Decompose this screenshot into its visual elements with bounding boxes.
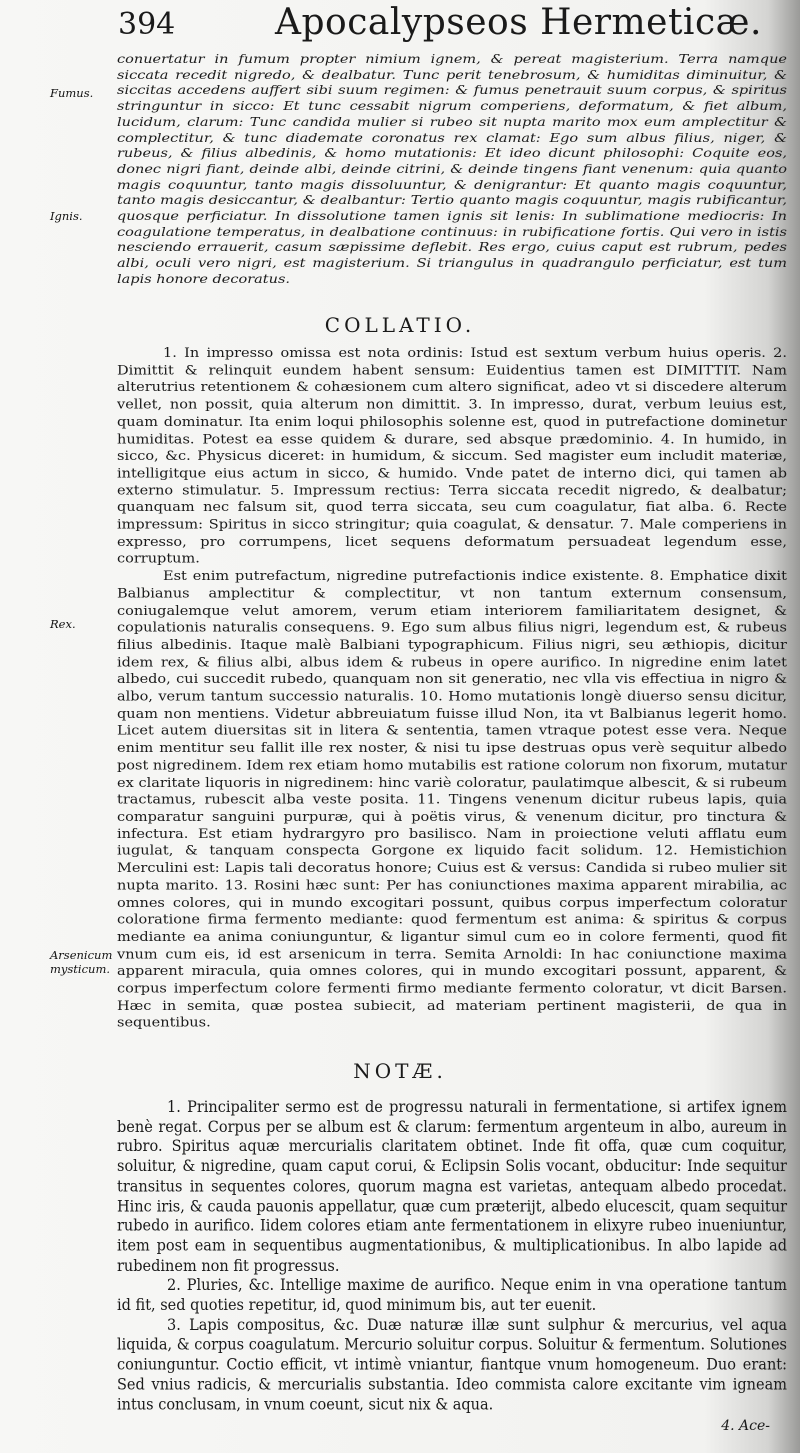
collatio-paragraph-2: Est enim putrefactum, nigredine putrefactionis indice existente. 8. Emphatice dixit Balbianus amplectitur & complectitur, vt non tantum externum consensum, coniugalemque velut amorem, verum etiam interiorem familiaritatem designet, & copulationis naturalis consequens. 9. Ego sum albus filius nigri, legendum est, & rubeus filius albedinis. Itaque malè Balbiani typographicum. Filius nigri, seu æthiopis, dicitur idem rex, & filius albi, albus idem & rubeus in opere aurifico. In nigredine enim latet albedo, cui succedit rubedo, quanquam non sit generatio, nec vlla vis effectiua in nigro & albo, verum tantum successio naturalis. 10. Homo mutationis longè diuerso sensu dicitur, quam non mentiens. Videtur abbreuiatum fuisse illud Non, ita vt Balbianus legerit homo. Licet autem diuersitas sit in litera & sententia, tamen vtraque potest esse vera. Neque enim mentitur seu fallit ille rex noster, & nisi tu ipse destruas opus verè sequitur albedo post nigredinem. Idem rex etiam homo mutabilis est ratione colorum non fixorum, mutatur ex claritate liquoris in nigredinem: hinc variè coloratur, paulatimque albescit, & si rubeum tractamus, rubescit alba veste posita. 11. Tingens venenum dicitur rubeus lapis, quia comparatur sanguini purpuræ, qui à poëtis virus, & venenum dicitur, pro tinctura & infectura. Est etiam hydrargyro pro basilisco. Nam in proiectione veluti afflatu eum iugulat, & tanquam conspecta Gorgone ex liquido facit solidum. 12. Hemistichion Merculini est: Lapis tali decoratus honore; Cuius est & versus: Candida si rubeo mulier sit nupta marito. 13. Rosini hæc sunt: Per has coniunctiones maxima apparent mirabilia, ac omnes colores, qui in mundo excogitari possunt, quibus corpus imperfectum coloratur coloratione firma fermento mediante: quod fermentum est anima: & spiritus & corpus mediante ea anima coniunguntur, & ligantur simul cum eo in colore fermenti, quod fit vnum cum eis, id est arsenicum in terra. Semita Arnoldi: In hac coniunctione maxima apparent miracula, quia omnes colores, qui in mundo excogitari possunt, apparent, & corpus imperfectum colore fermenti firmo mediante fermento coloratur, vt dicit Barsen. Hæc in semita, quæ postea subiecit, ad materiam pertinent magisterii, de qua in sequentibus. [117, 569, 787, 1031]
top-passage-text: conuertatur in fumum propter nimium ignem, & pereat magisterium. Terra namque siccata recedit nigredo, & dealbatur. Tunc perit tenebrosum, & humiditas diminuitur, & siccitas accedens auffert sibi suum regimen: & fumus penetrauit suum corpus, & spiritus stringuntur in sicco: Et tunc cessabit nigrum comperiens, deformatum, & fiet album, lucidum, clarum: Tunc candida mulier si rubeo sit nupta marito mox eum amplectitur & complectitur, & tunc diademate coronatus rex clamat: Ego sum albus filius, niger, & rubeus, & filius albedinis, & homo mutationis: Et ideo dicunt philosophi: Coquite eos, donec nigri fiant, deinde albi, deinde citrini, & deinde tingens fiant venenum: quia quanto magis coquuntur, tanto magis dissoluuntur, & denigrantur: Et quanto magis coquuntur, tanto magis desiccantur, & dealbantur: Tertio quanto magis coquuntur, magis rubificantur, quosque perficiatur. In dissolutione tamen ignis sit lenis: In sublimatione mediocris: In coagulatione temperatus, in dealbatione continuus: in rubificatione fortis. Qui vero in istis nesciendo errauerit, casum sæpissime deflebit. Res ergo, cuius caput est rubrum, pedes albi, oculi vero nigri, est magisterium. Si triangulus in quadrangulo perficiatur, est tum lapis honore decoratus. [117, 52, 787, 287]
collatio-body [117, 345, 787, 1032]
marginal-note-ignis: Ignis. [50, 209, 83, 223]
marginal-note-arsenicum: Arsenicum mysticum. [50, 948, 113, 976]
notae-heading: NOTÆ. [353, 1059, 447, 1083]
notae-item-2: 2. Pluries, &c. Intellige maxime de aurifico. Neque enim in vna operatione tantum id fit, sed quoties repetitur, id, quod minimum bis, aut ter euenit. [117, 1277, 787, 1315]
page-number: 394 [118, 7, 176, 42]
notae-item-1: 1. Principaliter sermo est de progressu naturali in fermentatione, si artifex ignem benè regat. Corpus per se album est & clarum: fermentum argenteum in albo, aureum in rubro. Spiritus aquæ mercurialis claritatem obtinet. Inde fit offa, quæ cum coquitur, soluitur, & nigredine, quam caput corui, & Eclipsin Solis vocant, obducitur: Inde sequitur transitus in sequentes colores, quorum magna est varietas, antequam albedo procedat. Hinc iris, & cauda pauonis appellatur, quæ cum præterijt, albedo elucescit, quam sequitur rubedo in aurifico. Iidem colores etiam ante fermentationem in elixyre rubeo inueniuntur, item post eam in sequentibus augmentationibus, & multiplicationibus. In albo lapide ad rubedinem non fit progressus. [117, 1099, 787, 1275]
marginal-note-fumus: Fumus. [50, 86, 94, 100]
catchword: 4. Ace- [721, 1418, 770, 1434]
notae-body [117, 1098, 787, 1415]
collatio-heading: COLLATIO. [324, 313, 476, 337]
collatio-paragraph-1: 1. In impresso omissa est nota ordinis: Istud est sextum verbum huius operis. 2. Dimittit & relinquit eundem habent sensum: Euidentius tamen est DIMITTIT. Nam alterutrius retentionem & cohæsionem cum altero significat, adeo vt si discedere alterum vellet, non possit, quia alterum non dimittit. 3. In impresso, durat, verbum leuius est, quam dominatur. Ita enim loqui philosophis solenne est, quod in putrefactione dominetur humiditas. Potest ea esse quidem & durare, sed absque prædominio. 4. In humido, in sicco, &c. Physicus diceret: in humidum, & siccum. Sed magister eum includit materiæ, intelligitque eius actum in sicco, & humido. Vnde patet de interno dici, qui tamen ab externo stimulatur. 5. Impressum rectius: Terra siccata recedit nigredo, & dealbatur; quanquam nec falsum sit, quod terra siccata, seu cum coagulatur, fiat alba. 6. Recte impressum: Spiritus in sicco stringitur; quia coagulat, & densatur. 7. Male comperiens in expresso, pro corrumpens, licet sequens deformatum persuadeat legendum esse, corruptum. [117, 345, 787, 567]
notae-item-3: 3. Lapis compositus, &c. Duæ naturæ illæ sunt sulphur & mercurius, vel aqua liquida, & corpus coagulatum. Mercurio soluitur corpus. Soluitur & fermentum. Solutiones coniunguntur. Coctio efficit, vt intimè vniantur, fiantque vnum homogeneum. Duo erant: Sed vnius radicis, & mercurialis substantia. Ideo commista calore excitante vim igneam intus conclusam, in vnum coeunt, sicut nix & aqua. [117, 1317, 787, 1414]
running-title: Apocalypseos Hermeticæ. [275, 2, 762, 43]
marginal-note-rex: Rex. [50, 617, 76, 631]
top-passage [117, 52, 787, 288]
